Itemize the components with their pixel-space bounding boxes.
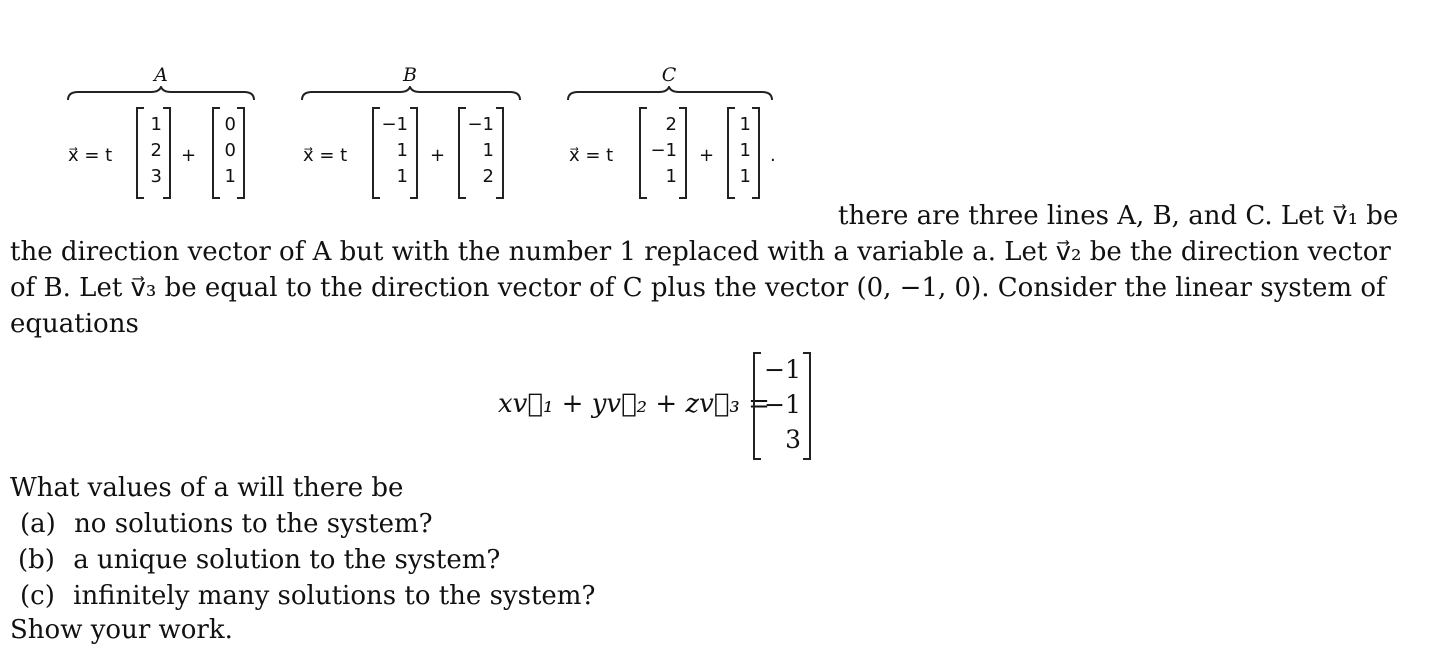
- line-b-direction-vector: [380, 112, 408, 190]
- problem-text-line-4: equations: [10, 309, 139, 339]
- line-a-dir-bracket-right: [163, 107, 171, 199]
- line-c-lhs: x⃗ = t: [569, 145, 614, 166]
- matrix-entry: 3: [785, 425, 801, 454]
- option-c-text: infinitely many solutions to the system?: [73, 581, 596, 611]
- line-a-label: A: [154, 64, 168, 86]
- option-b-text: a unique solution to the system?: [73, 545, 501, 575]
- matrix-entry: −1: [650, 140, 677, 161]
- rhs-vector: [761, 352, 801, 457]
- line-b-dir-bracket-right: [410, 107, 418, 199]
- line-c-dir-bracket-left: [639, 107, 647, 199]
- matrix-entry: 0: [224, 140, 236, 161]
- option-b-label: (b): [18, 545, 55, 575]
- closing-instruction: Show your work.: [10, 615, 233, 645]
- option-c-label: (c): [20, 581, 55, 611]
- line-c-brace: [566, 86, 774, 102]
- matrix-entry: −1: [381, 114, 408, 135]
- line-c-plus: +: [699, 145, 715, 166]
- rhs-bracket-right: [803, 352, 811, 460]
- matrix-entry: 1: [396, 140, 408, 161]
- line-b-lhs: x⃗ = t: [303, 145, 348, 166]
- line-c-point-vector: [735, 112, 751, 190]
- matrix-entry: 1: [739, 166, 751, 187]
- question-intro: What values of a will there be: [10, 473, 404, 503]
- problem-text-line-1: there are three lines A, B, and C. Let v⃗₁ be: [838, 201, 1399, 231]
- problem-text-line-2: the direction vector of A but with the number 1 replaced with a variable a. Let v⃗₂ be the direction vector: [10, 237, 1391, 267]
- line-b-label: B: [403, 64, 417, 86]
- matrix-entry: 1: [482, 140, 494, 161]
- option-a-text: no solutions to the system?: [74, 509, 433, 539]
- line-c-point-bracket-right: [752, 107, 760, 199]
- matrix-entry: −1: [764, 355, 801, 384]
- line-a-point-bracket-left: [212, 107, 220, 199]
- line-a-lhs: x⃗ = t: [68, 145, 113, 166]
- line-c-label: C: [661, 64, 677, 86]
- line-c-point-bracket-left: [727, 107, 735, 199]
- matrix-entry: −1: [764, 390, 801, 419]
- line-c-end-period: .: [770, 145, 776, 166]
- line-a-dir-bracket-left: [136, 107, 144, 199]
- matrix-entry: −1: [467, 114, 494, 135]
- line-a-point-vector: [220, 112, 236, 190]
- option-a: [20, 506, 433, 542]
- matrix-entry: 3: [150, 166, 162, 187]
- matrix-entry: 2: [150, 140, 162, 161]
- line-a-plus: +: [181, 145, 197, 166]
- matrix-entry: 0: [224, 114, 236, 135]
- matrix-entry: 1: [150, 114, 162, 135]
- option-b: [18, 542, 500, 578]
- line-b-point-bracket-right: [496, 107, 504, 199]
- line-b-dir-bracket-left: [372, 107, 380, 199]
- rhs-bracket-left: [753, 352, 761, 460]
- option-a-label: (a): [20, 509, 56, 539]
- matrix-entry: 1: [739, 140, 751, 161]
- line-a-point-bracket-right: [237, 107, 245, 199]
- matrix-entry: 1: [396, 166, 408, 187]
- matrix-entry: 2: [665, 114, 677, 135]
- line-b-plus: +: [430, 145, 446, 166]
- matrix-entry: 2: [482, 166, 494, 187]
- line-b-point-vector: [466, 112, 494, 190]
- matrix-entry: 1: [739, 114, 751, 135]
- matrix-entry: 1: [665, 166, 677, 187]
- linear-system-equation-lhs: xv⃗₁ + yv⃗₂ + zv⃗₃ =: [498, 389, 770, 419]
- problem-text-line-3: of B. Let v⃗₃ be equal to the direction vector of C plus the vector (0, −1, 0). Consider the linear system of: [10, 273, 1386, 303]
- line-c-dir-bracket-right: [679, 107, 687, 199]
- option-c: [20, 578, 595, 614]
- line-b-point-bracket-left: [458, 107, 466, 199]
- line-b-brace: [300, 86, 522, 102]
- line-a-brace: [66, 86, 256, 102]
- line-a-direction-vector: [144, 112, 162, 190]
- line-c-direction-vector: [647, 112, 677, 190]
- matrix-entry: 1: [224, 166, 236, 187]
